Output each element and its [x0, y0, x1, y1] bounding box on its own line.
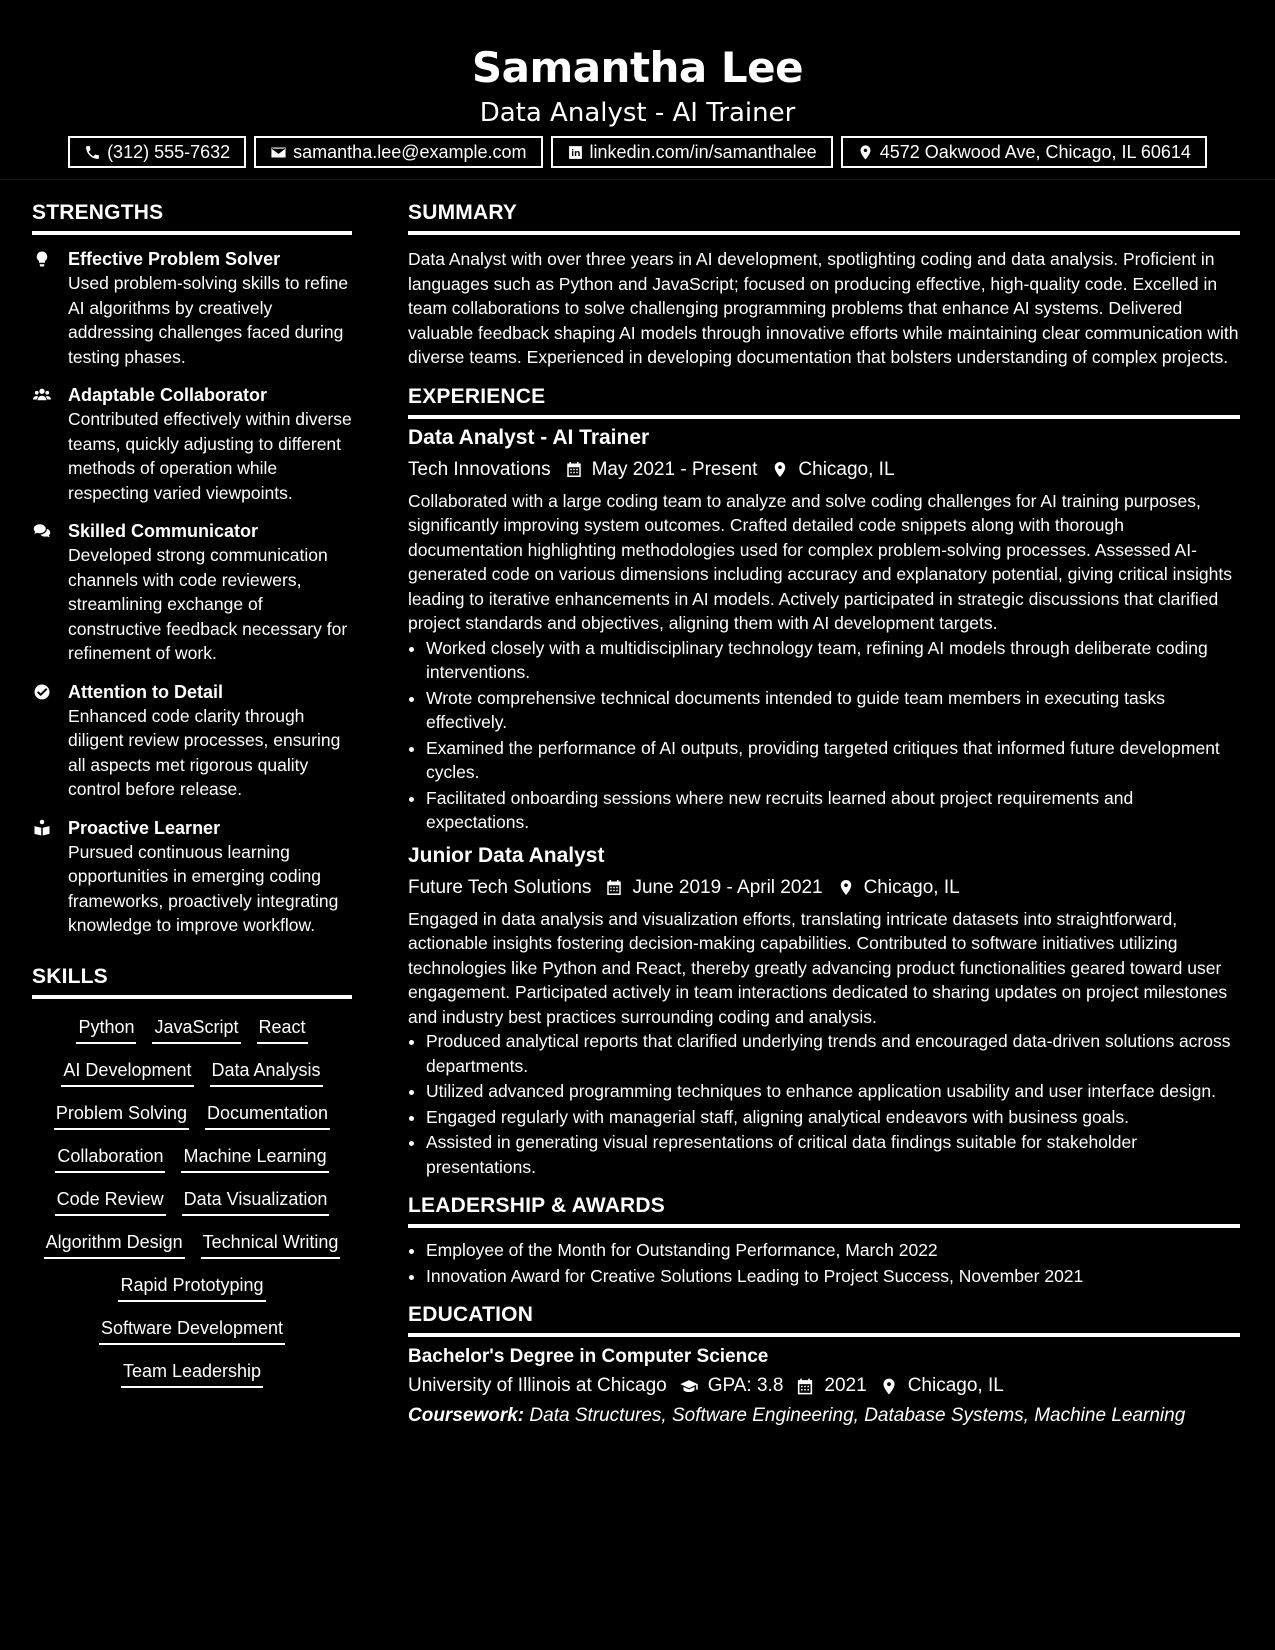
job-dates: May 2021 - Present [591, 458, 758, 480]
job-meta [408, 457, 1240, 483]
job-company: Future Tech Solutions [408, 876, 592, 898]
envelope-icon [270, 144, 287, 161]
skill-tag: Documentation [205, 1101, 330, 1130]
strength-title: Attention to Detail [68, 681, 223, 702]
skills-heading: SKILLS [32, 964, 352, 999]
users-icon [32, 386, 52, 404]
strength-item [32, 247, 352, 369]
strength-item [32, 383, 352, 505]
skill-tag: Data Visualization [182, 1187, 330, 1216]
skill-tag: JavaScript [152, 1015, 240, 1044]
job-title: Data Analyst - AI Trainer [408, 425, 650, 449]
contact-address [841, 136, 1207, 168]
skill-tag: AI Development [61, 1058, 193, 1087]
lightbulb-icon [32, 250, 52, 268]
job-title: Junior Data Analyst [408, 843, 605, 867]
job-bullets [408, 636, 1240, 835]
skill-tag: Software Development [99, 1316, 285, 1345]
skill-tag: Team Leadership [121, 1359, 263, 1388]
calendar-icon [795, 1377, 815, 1396]
job-bullets [408, 1029, 1240, 1179]
education-gpa: GPA: 3.8 [707, 1375, 784, 1396]
skill-tag: Problem Solving [54, 1101, 189, 1130]
skill-tag: Data Analysis [210, 1058, 323, 1087]
book-reader-icon [32, 819, 52, 837]
coursework-label: Coursework: [408, 1405, 525, 1426]
contact-email[interactable] [254, 136, 542, 168]
job-entry [408, 843, 1240, 1180]
contact-linkedin-text: linkedin.com/in/samanthalee [589, 141, 817, 162]
education-location: Chicago, IL [907, 1375, 1004, 1396]
right-column [408, 200, 1240, 1429]
strength-item [32, 680, 352, 802]
skill-tag: Algorithm Design [44, 1230, 185, 1259]
contact-phone[interactable] [68, 136, 246, 168]
strength-item [32, 519, 352, 666]
strength-desc: Pursued continuous learning opportunities in emerging coding frameworks, proactively integrating knowledge to improve workflow. [68, 841, 339, 935]
map-pin-icon [857, 144, 874, 161]
skill-tag: Code Review [55, 1187, 166, 1216]
coursework-list: Data Structures, Software Engineering, Database Systems, Machine Learning [529, 1405, 1186, 1426]
list-item: • Worked closely with a multidisciplinary technology team, refining AI models through deliberate coding interventions. [426, 636, 1240, 685]
comments-icon [32, 522, 52, 540]
job-entry [408, 425, 1240, 835]
list-item: • Utilized advanced programming techniques to enhance application usability and user interface design. [426, 1079, 1240, 1104]
strength-title: Adaptable Collaborator [68, 385, 268, 405]
linkedin-icon [567, 144, 584, 161]
graduation-cap-icon [679, 1377, 699, 1396]
map-pin-icon [837, 878, 855, 897]
skill-tag: Technical Writing [201, 1230, 341, 1259]
list-item: • Produced analytical reports that clarified underlying trends and encouraged data-driven solutions across departments. [426, 1029, 1240, 1078]
education-degree: Bachelor's Degree in Computer Science [408, 1346, 769, 1367]
candidate-title: Data Analyst - AI Trainer [479, 98, 796, 128]
job-dates: June 2019 - April 2021 [632, 876, 823, 898]
job-meta [408, 875, 1240, 901]
strength-title: Skilled Communicator [68, 521, 259, 541]
contact-email-text: samantha.lee@example.com [293, 141, 527, 162]
strength-title: Effective Problem Solver [68, 249, 281, 269]
list-item: • Wrote comprehensive technical documents intended to guide team members in executing tasks effectively. [426, 686, 1240, 735]
skill-tag: Collaboration [55, 1144, 165, 1173]
strength-title: Proactive Learner [68, 817, 221, 838]
education-school: University of Illinois at Chicago [408, 1375, 667, 1396]
job-company: Tech Innovations [408, 458, 551, 480]
left-column [32, 200, 352, 1402]
awards-heading: LEADERSHIP & AWARDS [408, 1193, 1240, 1228]
list-item: • Engaged regularly with managerial staff, aligning analytical endeavors with business goals. [426, 1105, 1240, 1130]
strength-desc: Developed strong communication channels with code reviewers, streamlining exchange of constructive feedback necessary for refinement of work. [68, 545, 348, 663]
strength-desc: Enhanced code clarity through diligent review processes, ensuring all aspects met rigorous quality control before release. [68, 705, 341, 799]
calendar-icon [565, 460, 583, 479]
summary-heading: SUMMARY [408, 200, 1240, 235]
awards-list [408, 1238, 1240, 1288]
education-year: 2021 [824, 1375, 867, 1396]
skill-tag: Machine Learning [181, 1144, 328, 1173]
check-circle-icon [32, 683, 52, 701]
education-meta [408, 1373, 1240, 1399]
strength-desc: Used problem-solving skills to refine AI algorithms by creatively addressing challenges faced during testing phases. [68, 273, 349, 367]
contact-linkedin[interactable] [551, 136, 833, 168]
list-item: • Innovation Award for Creative Solutions Leading to Project Success, November 2021 [426, 1264, 1240, 1289]
resume-header [0, 0, 1275, 180]
calendar-icon [605, 878, 623, 897]
skill-tag: Python [76, 1015, 136, 1044]
list-item: • Facilitated onboarding sessions where new recruits learned about project requirements and expectations. [426, 786, 1240, 835]
job-location: Chicago, IL [863, 876, 960, 898]
skill-tag: Rapid Prototyping [118, 1273, 265, 1302]
job-description: Collaborated with a large coding team to analyze and solve coding challenges for AI training purposes, significantly improving system outcomes. Crafted detailed code snippets along with thorough documentation highlighting methodologies used for complex problem-solving processes. Assessed AI-generated code on various dimensions including accuracy and explanatory potential, giving critical insights leading to iterative enhancements in AI models. Actively participated in strategic discussions that clarified project standards and objectives, aligning them with AI development targets. [408, 490, 1232, 633]
summary-text: Data Analyst with over three years in AI development, spotlighting coding and data analysis. Proficient in languages such as Python and JavaScript; focused on producing effective, high-quality code. Excelled in team collaborations to solve challenging programming problems that enhance AI systems. Delivered valuable feedback shaping AI models through innovative efforts while maintaining clear communication with diverse teams. Experienced in developing documentation that bolsters understanding of complex projects. [408, 249, 1239, 367]
map-pin-icon [771, 460, 789, 479]
phone-icon [84, 144, 101, 161]
job-location: Chicago, IL [798, 458, 895, 480]
education-heading: EDUCATION [408, 1302, 1240, 1337]
candidate-name: Samantha Lee [471, 43, 804, 92]
skill-tag: React [257, 1015, 308, 1044]
contact-bar [0, 136, 1275, 168]
contact-address-text: 4572 Oakwood Ave, Chicago, IL 60614 [879, 141, 1191, 162]
strengths-heading: STRENGTHS [32, 200, 352, 235]
strength-item [32, 816, 352, 938]
education-coursework [408, 1403, 1240, 1429]
map-pin-icon [879, 1377, 899, 1396]
contact-phone-text: (312) 555-7632 [107, 141, 231, 162]
experience-heading: EXPERIENCE [408, 384, 1240, 419]
strength-desc: Contributed effectively within diverse teams, quickly adjusting to different methods of operation while respecting varied viewpoints. [68, 409, 352, 503]
list-item: • Examined the performance of AI outputs, providing targeted critiques that informed future development cycles. [426, 736, 1240, 785]
skills-list [32, 1015, 352, 1402]
list-item: • Employee of the Month for Outstanding Performance, March 2022 [426, 1238, 1240, 1263]
job-description: Engaged in data analysis and visualization efforts, translating intricate datasets into straightforward, actionable insights fostering decision-making capabilities. Contributed to software initiatives utilizing technologies like Python and React, thereby greatly advancing product functionalities geared toward user engagement. Participated actively in team interactions dedicated to sharing updates on project milestones and industry best practices surrounding coding and analysis. [408, 908, 1228, 1027]
list-item: • Assisted in generating visual representations of critical data findings suitable for stakeholder presentations. [426, 1130, 1240, 1179]
